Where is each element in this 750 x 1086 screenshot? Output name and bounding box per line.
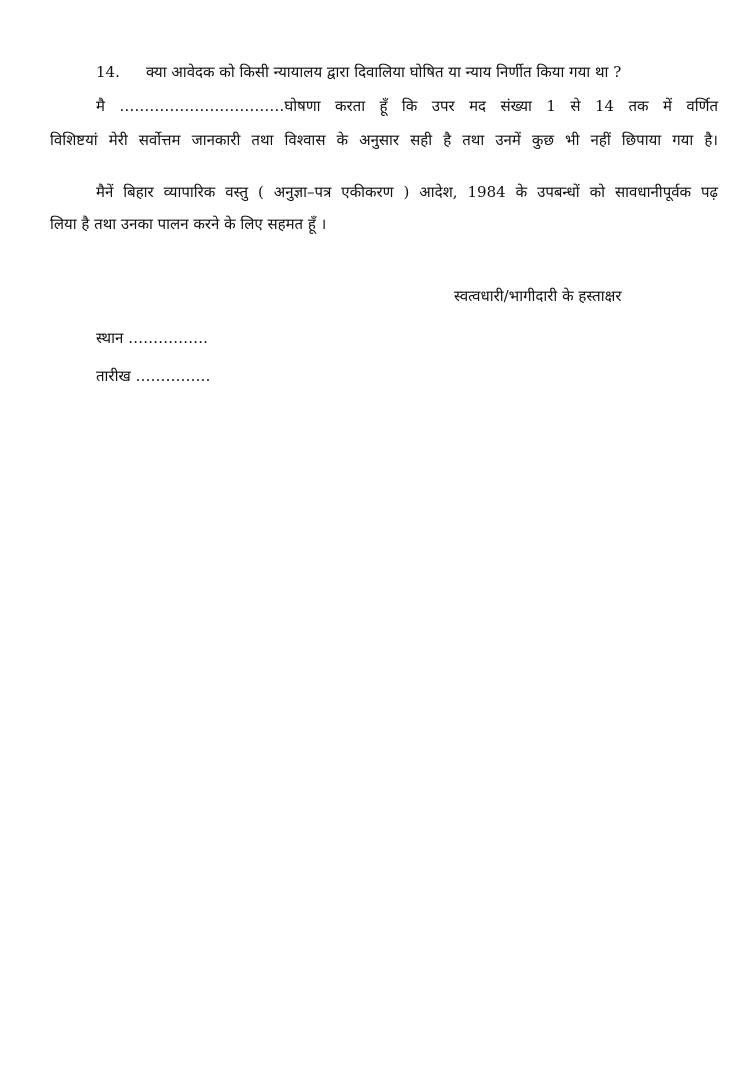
date-field: तारीख …………… — [96, 367, 211, 385]
declaration-line-2: विशिष्टयां मेरी सर्वोत्तम जानकारी तथा विश्वास के अनुसार सही है तथा उनमें कुछ भी नहीं छिपाया गया है। — [50, 131, 718, 149]
question-number: 14. — [96, 63, 120, 81]
question-text: क्या आवेदक को किसी न्यायालय द्वारा दिवालिया घोषित या न्याय निर्णीत किया गया था ? — [146, 63, 622, 81]
place-field: स्थान ……………. — [96, 329, 208, 347]
signature-label: स्वत्वधारी/भागीदारी के हस्ताक्षर — [454, 287, 622, 305]
acknowledgement-line-1: मैनें बिहार व्यापारिक वस्तु ( अनुज्ञा–पत्र एकीकरण ) आदेश, 1984 के उपबन्धों को सावधानीपूर्वक पढ़ — [96, 183, 718, 201]
acknowledgement-line-2: लिया है तथा उनका पालन करने के लिए सहमत हूँ । — [50, 215, 327, 233]
declaration-line-1: मै ……………………………घोषणा करता हूँ कि उपर मद संख्या 1 से 14 तक में वर्णित — [96, 97, 718, 115]
